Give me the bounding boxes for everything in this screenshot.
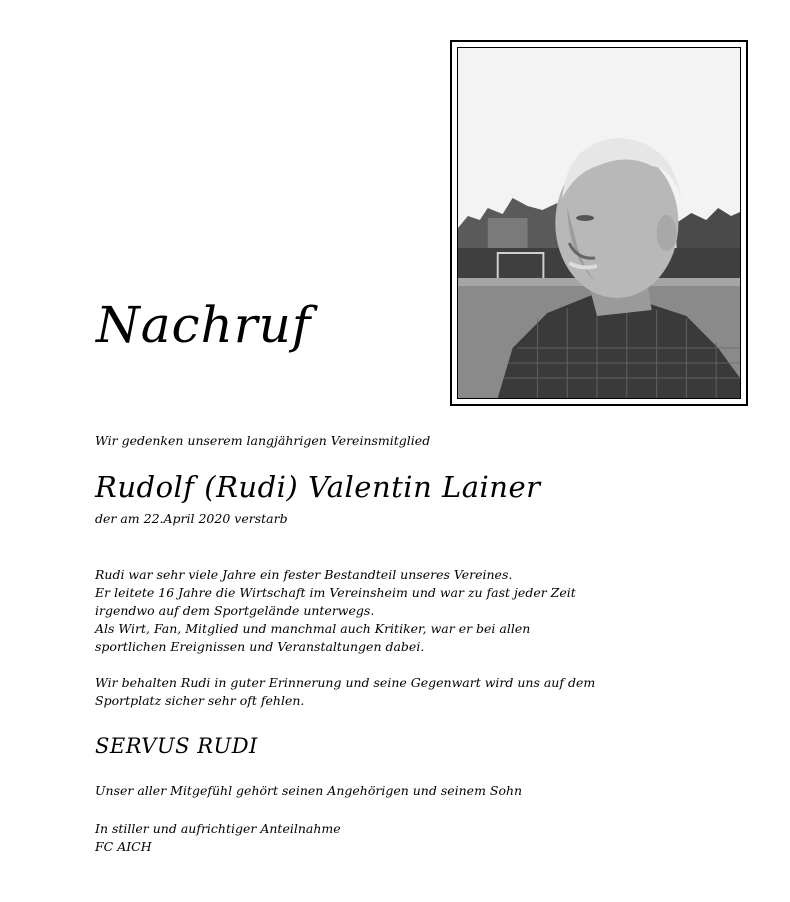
body-line: Wir behalten Rudi in guter Erinnerung und seine Gegenwart wird uns auf dem <box>95 675 596 690</box>
deceased-name: Rudolf (Rudi) Valentin Lainer <box>95 470 541 504</box>
body-line: Rudi war sehr viele Jahre ein fester Bestandteil unseres Vereines. <box>95 567 513 582</box>
body-line: Als Wirt, Fan, Mitglied und manchmal auch Kritiker, war er bei allen <box>95 621 531 636</box>
intro-text: Wir gedenken unserem langjährigen Vereinsmitglied <box>95 433 431 448</box>
body-line: sportlichen Ereignissen und Veranstaltungen dabei. <box>95 639 425 654</box>
closing-block <box>95 820 341 856</box>
farewell-heading: SERVUS RUDI <box>95 734 258 758</box>
signature: FC AICH <box>95 839 152 854</box>
closing-line: In stiller und aufrichtiger Anteilnahme <box>95 821 341 836</box>
body-line: Er leitete 16 Jahre die Wirtschaft im Vereinsheim und war zu fast jeder Zeit <box>95 585 576 600</box>
body-paragraph-2 <box>95 674 735 710</box>
death-date-text: der am 22.April 2020 verstarb <box>95 511 288 526</box>
body-paragraph-1 <box>95 566 735 656</box>
portrait-photo-frame <box>450 40 748 406</box>
body-line: Sportplatz sicher sehr oft fehlen. <box>95 693 305 708</box>
portrait-photo-icon <box>458 48 740 398</box>
portrait-photo <box>457 47 741 399</box>
obituary-body <box>95 566 735 728</box>
page-title: Nachruf <box>96 296 312 354</box>
sympathy-text: Unser aller Mitgefühl gehört seinen Angehörigen und seinem Sohn <box>95 783 523 798</box>
body-line: irgendwo auf dem Sportgelände unterwegs. <box>95 603 375 618</box>
